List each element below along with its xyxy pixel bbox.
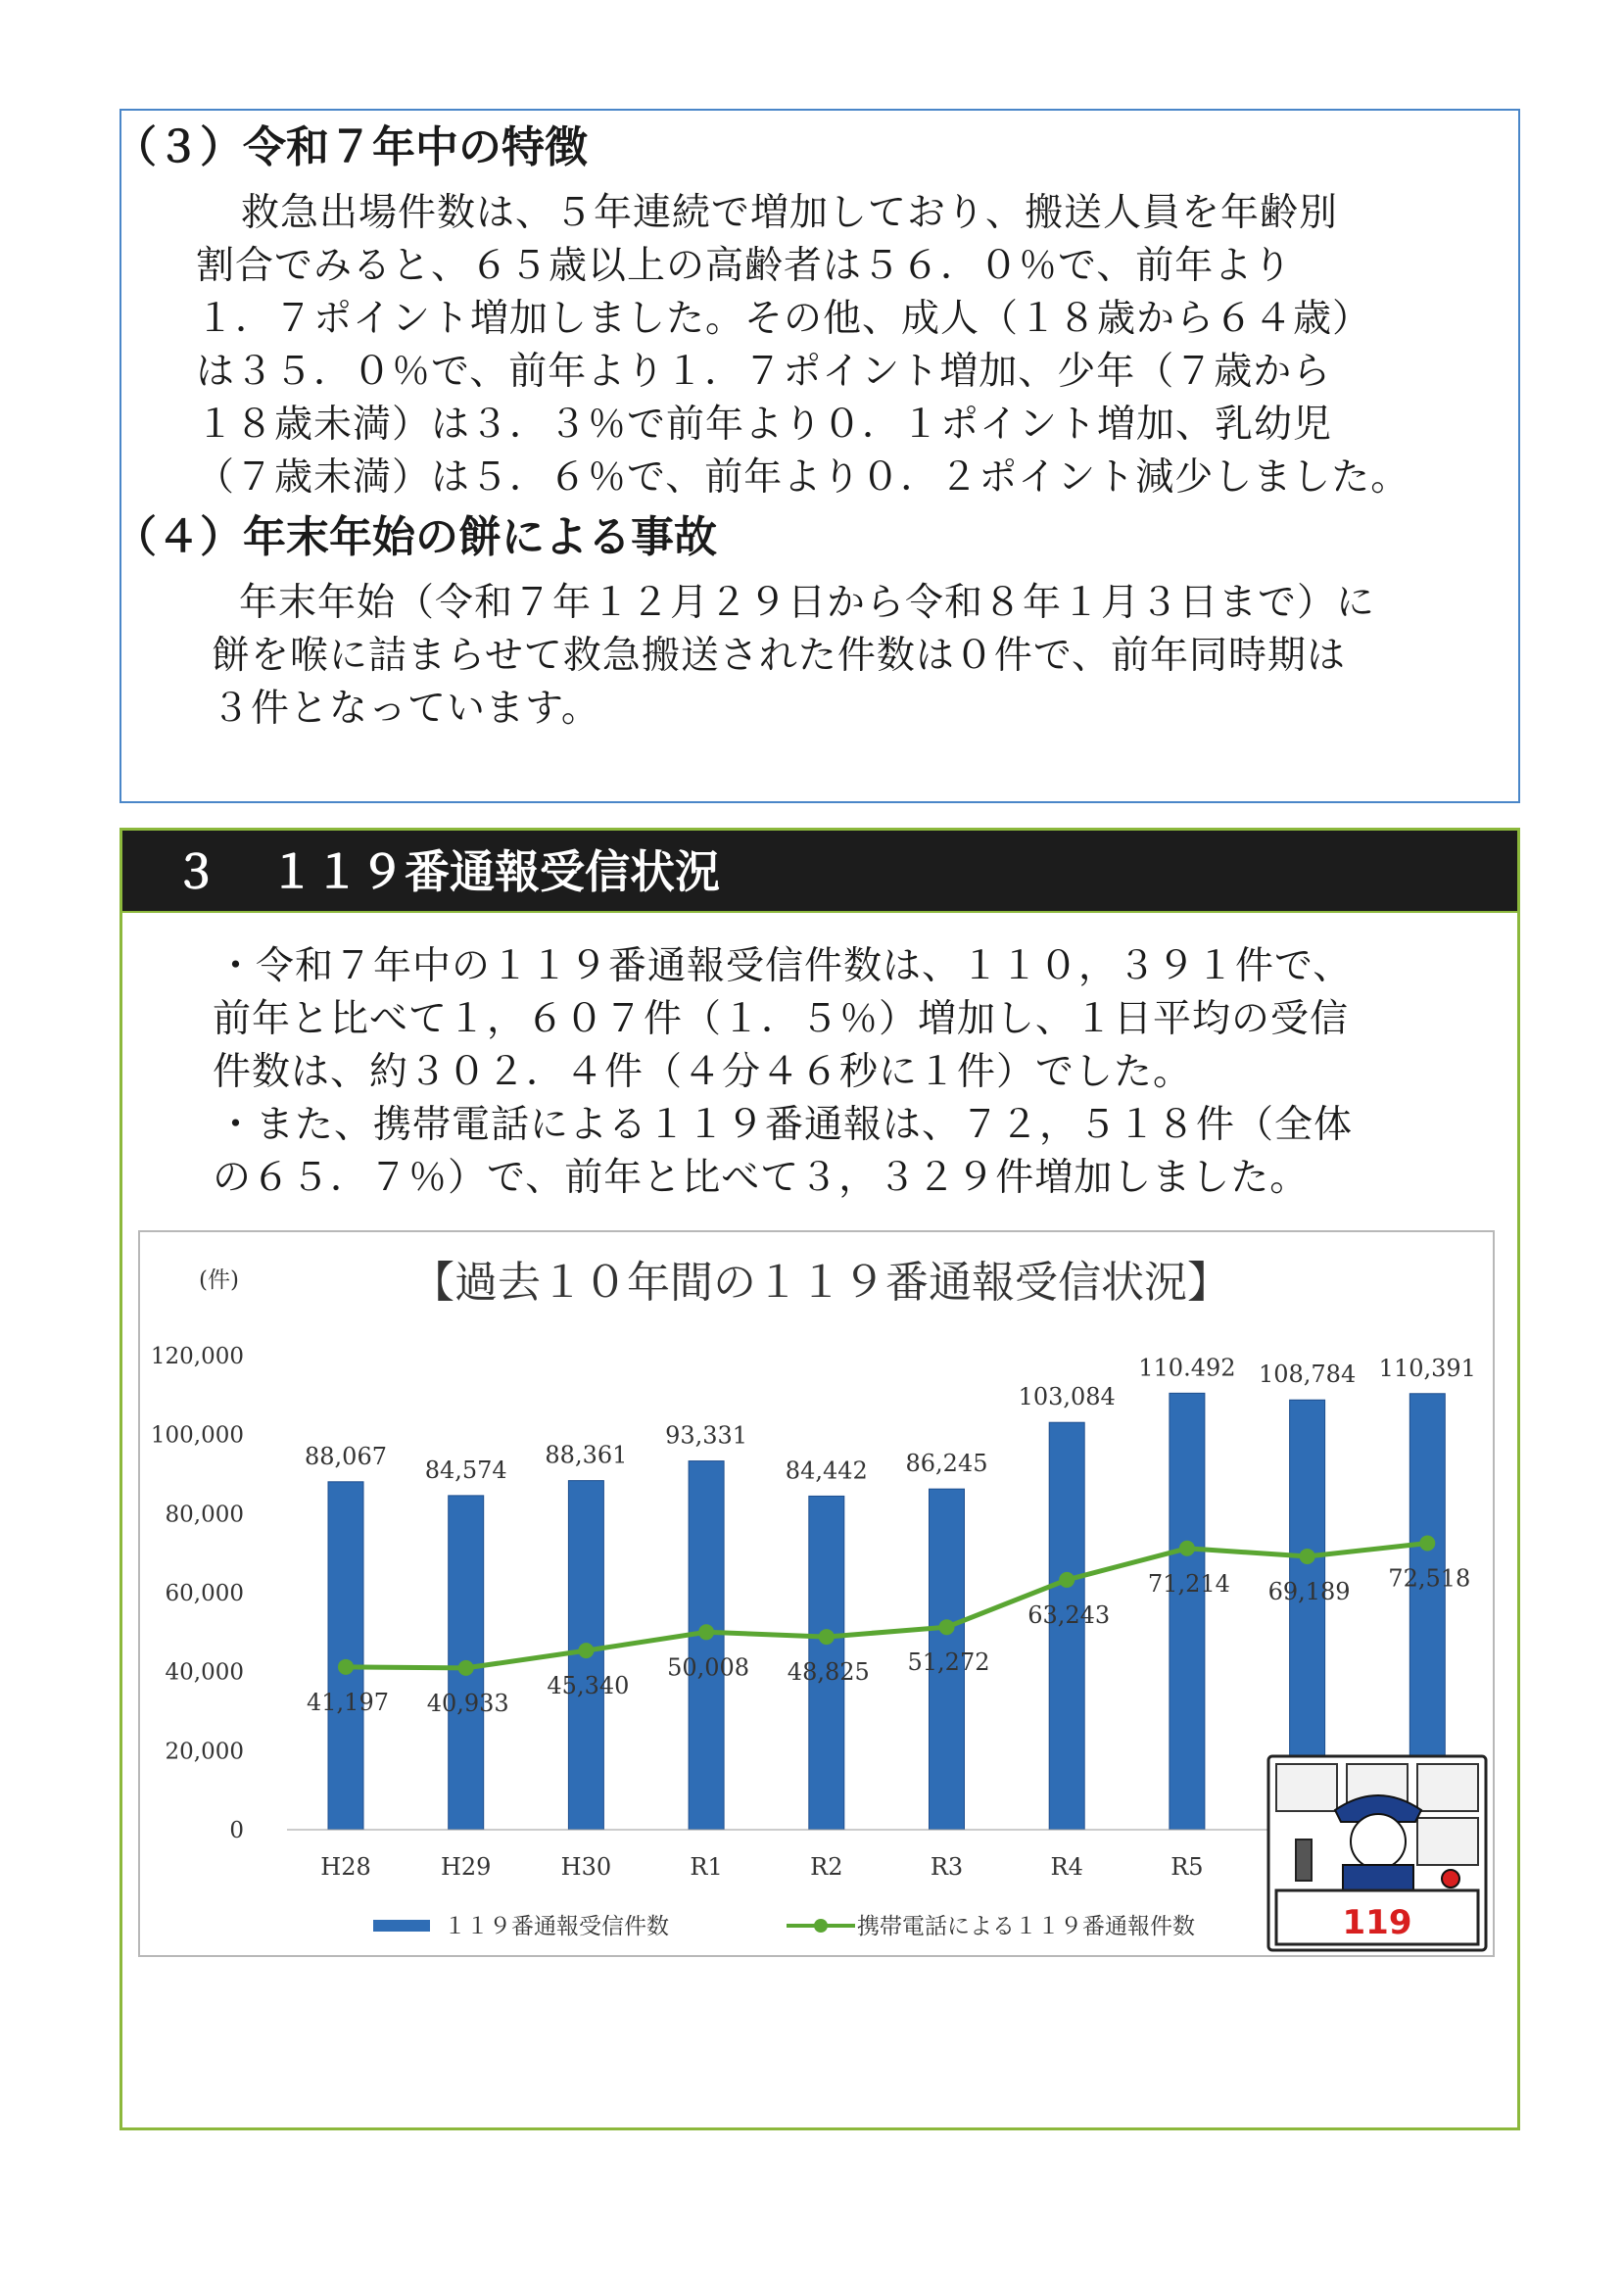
section3-line: １８歳未満）は３．３％で前年より０．１ポイント増加、乳幼児 [196, 403, 1333, 447]
bar-value-label: 88,361 [545, 1441, 628, 1469]
x-tick-label: H30 [560, 1853, 612, 1881]
section-title: １１９番通報受信状況 [269, 845, 720, 898]
bar [328, 1482, 363, 1830]
legend-line-label: 携帯電話による１１９番通報件数 [857, 1914, 1195, 1939]
line-value-label: 51,272 [907, 1648, 990, 1677]
reception-line: ・また、携帯電話による１１９番通報は、７２，５１８件（全体 [216, 1103, 1354, 1147]
x-tick-label: H29 [440, 1853, 492, 1881]
section3-line: （７歳未満）は５．６％で、前年より０．２ポイント減少しました。 [196, 455, 1410, 500]
bar-value-label: 110,391 [1378, 1354, 1476, 1382]
section3-line: 救急出場件数は、５年連続で増加しており、搬送人員を年齢別 [241, 191, 1339, 235]
x-tick-label: R4 [1050, 1853, 1083, 1881]
line-value-label: 69,189 [1267, 1577, 1351, 1605]
bar [1170, 1393, 1205, 1830]
bar-value-label: 86,245 [905, 1450, 988, 1478]
x-tick-label: R1 [690, 1853, 723, 1881]
bar [689, 1461, 724, 1830]
section4-heading: （４）年末年始の餅による事故 [114, 512, 717, 562]
line-value-label: 71,214 [1147, 1569, 1230, 1598]
y-tick-label: 20,000 [165, 1739, 244, 1765]
line-marker [1300, 1549, 1315, 1564]
y-tick-label: 60,000 [165, 1581, 244, 1606]
line-marker [338, 1659, 354, 1675]
section3-line: １．７ポイント増加しました。その他、成人（１８歳から６４歳） [196, 297, 1372, 341]
line-marker [698, 1624, 714, 1640]
bar-value-label: 88,067 [305, 1442, 387, 1470]
section3-heading: （３）令和７年中の特徴 [114, 122, 588, 172]
line-value-label: 48,825 [787, 1658, 870, 1687]
line-marker [1419, 1536, 1435, 1552]
chart-frame [138, 1230, 1495, 1957]
line-marker [578, 1643, 594, 1658]
y-tick-label: 40,000 [165, 1659, 244, 1686]
line-marker [819, 1629, 835, 1645]
line-value-label: 50,008 [667, 1653, 750, 1682]
section4-line: ３件となっています。 [212, 687, 600, 731]
bar-value-label: 84,442 [785, 1457, 868, 1485]
bar-value-label: 108,784 [1258, 1361, 1357, 1389]
chart-unit-label: (件) [199, 1267, 239, 1293]
line-marker [1179, 1541, 1195, 1556]
legend-bar-label: １１９番通報受信件数 [444, 1914, 669, 1939]
section3-line: 割合でみると、６５歳以上の高齢者は５６．０％で、前年より [196, 244, 1293, 288]
bar-value-label: 84,574 [424, 1456, 507, 1484]
section-number: ３ [173, 845, 218, 898]
bar-value-label: 93,331 [665, 1421, 748, 1450]
bar-value-label: 110.492 [1138, 1354, 1236, 1382]
line-marker [458, 1660, 474, 1676]
section-header [122, 831, 1517, 913]
line-value-label: 72,518 [1388, 1564, 1471, 1593]
line-marker [1059, 1572, 1075, 1588]
line-value-label: 41,197 [307, 1688, 389, 1716]
reception-line: 件数は、約３０２．４件（４分４６秒に１件）でした。 [213, 1050, 1193, 1094]
reception-chart [140, 1232, 1497, 1959]
legend-line-marker [814, 1919, 828, 1933]
line-series [346, 1544, 1427, 1668]
x-tick-label: R5 [1170, 1853, 1204, 1881]
reception-line: 前年と比べて１，６０７件（１．５％）増加し、１日平均の受信 [213, 997, 1350, 1041]
line-value-label: 45,340 [547, 1672, 630, 1700]
line-marker [939, 1619, 955, 1635]
legend-bar-swatch [373, 1920, 430, 1932]
y-tick-label: 0 [229, 1818, 244, 1843]
dispatcher-illustration [1268, 1756, 1486, 1950]
badge-119: 119 [1342, 1903, 1412, 1942]
x-tick-label: H28 [320, 1853, 371, 1881]
features-box [114, 109, 1520, 803]
line-value-label: 40,933 [426, 1689, 509, 1717]
y-tick-label: 100,000 [150, 1422, 244, 1449]
section4-line: 年末年始（令和７年１２月２９日から令和８年１月３日まで）に [239, 581, 1376, 625]
y-tick-label: 120,000 [150, 1344, 244, 1369]
x-tick-label: R3 [930, 1853, 964, 1881]
chart-title: 【過去１０年間の１１９番通報受信状況】 [411, 1258, 1230, 1308]
x-tick-label: R2 [810, 1853, 843, 1881]
section3-line: は３５．０％で、前年より１．７ポイント増加、少年（７歳から [196, 350, 1332, 394]
y-tick-label: 80,000 [165, 1502, 244, 1528]
line-value-label: 63,243 [1027, 1600, 1111, 1629]
section4-line: 餅を喉に詰まらせて救急搬送された件数は０件で、前年同時期は [212, 634, 1347, 678]
reception-line: ・令和７年中の１１９番通報受信件数は、１１０，３９１件で、 [216, 944, 1353, 988]
bar-value-label: 103,084 [1018, 1383, 1116, 1411]
reception-line: の６５．７％）で、前年と比べて３，３２９件増加しました。 [213, 1156, 1310, 1200]
